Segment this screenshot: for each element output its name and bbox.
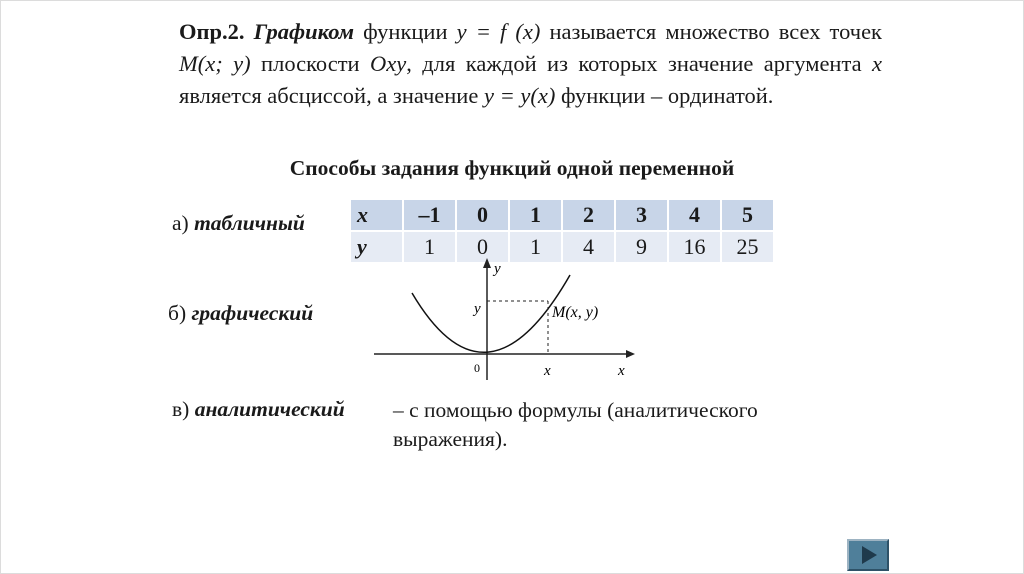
parabola-curve <box>412 275 570 352</box>
section-title <box>0 156 1024 181</box>
point-m-label: M(x, y) <box>552 304 599 321</box>
definition-text: является абсциссой, а значение <box>179 83 484 108</box>
definition-label: Опр.2. <box>179 19 245 44</box>
method-name: табличный <box>194 211 305 235</box>
table-cell: 5 <box>722 200 775 232</box>
argument-notation: x <box>872 51 882 76</box>
point-notation: M(x; y) <box>179 51 251 76</box>
y-axis-arrow-icon <box>483 258 491 268</box>
method-graphical <box>168 301 313 326</box>
row-header-x: x <box>351 200 404 232</box>
definition-text: плоскости <box>250 51 371 76</box>
x-axis-label: x <box>618 363 625 379</box>
row-header-y: y <box>351 232 404 264</box>
method-prefix: а) <box>172 211 195 235</box>
definition-term: Графиком <box>253 19 355 44</box>
table-cell: 4 <box>563 232 616 264</box>
table-cell: –1 <box>404 200 457 232</box>
table-cell: 1 <box>510 232 563 264</box>
method-name: графический <box>191 301 314 325</box>
function-formula: y = f (x) <box>456 19 541 44</box>
definition-text: функции – ординатой. <box>555 83 774 108</box>
definition-text: , для каждой из которых значение аргумента <box>406 51 872 76</box>
analytic-description: – с помощью формулы (аналитического выражения). <box>393 398 758 451</box>
section-title-text: Способы задания функций одной переменной <box>289 156 735 180</box>
table-cell: 4 <box>669 200 722 232</box>
function-graph <box>360 255 640 385</box>
origin-label: 0 <box>474 361 480 375</box>
table-cell: 2 <box>563 200 616 232</box>
table-cell: 0 <box>457 200 510 232</box>
table-cell: 16 <box>669 232 722 264</box>
table-cell: 1 <box>404 232 457 264</box>
point-y-label: y <box>474 301 481 317</box>
definition-text: называется множество всех точек <box>540 19 882 44</box>
point-x-label: x <box>544 363 551 379</box>
table-cell: 1 <box>510 200 563 232</box>
table-cell: 25 <box>722 232 775 264</box>
method-prefix: б) <box>168 301 192 325</box>
x-axis-arrow-icon <box>626 350 635 358</box>
plane-notation: Oxy <box>370 51 407 76</box>
play-triangle-icon <box>849 541 887 569</box>
table-cell: 3 <box>616 200 669 232</box>
next-slide-button[interactable] <box>847 539 889 571</box>
method-tabular <box>172 211 305 236</box>
table-cell: 9 <box>616 232 669 264</box>
method-prefix: в) <box>172 397 195 421</box>
definition-paragraph <box>179 16 882 112</box>
y-axis-label: y <box>494 261 501 277</box>
table-cell: 0 <box>457 232 510 264</box>
definition-text: функции <box>354 19 457 44</box>
value-formula: y = y(x) <box>483 83 556 108</box>
table-row-x <box>351 200 775 232</box>
method-analytic <box>172 397 345 422</box>
method-name: аналитический <box>194 397 345 421</box>
